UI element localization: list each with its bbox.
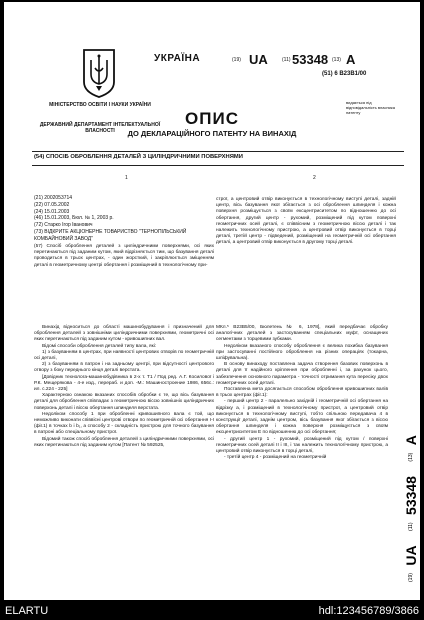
patent-page <box>4 2 420 600</box>
paragraph: МКл.⁵ B23B5/00, Бюлетень № 6, 1978], який передбачає обробку аналогічних деталей з застосуванням спеціальних муфт, оснащених сегментами з торцевими зубками. <box>216 325 388 343</box>
paragraph: Відомий також спосіб оброблення деталей з циліндричними поверхнями, осі яких перетинаються під заданим кутом [Патент № 592525, <box>34 436 214 448</box>
biblio-line: (21) 2002053714 <box>34 195 73 201</box>
abstract-text: (57) Спосіб оброблення деталей з циліндричними поверхнями, осі яких перетинаються під заданим кутом, який відрізняється тим, що базування деталі проводиться в трьох центрах, - один жорсткий, і закріплюється зміщенням деталі в геометричному центрі обертання і розміщений в технологічному при- <box>34 244 214 268</box>
side-number: 53348 <box>402 476 419 515</box>
paragraph: 1) з базуванням в центрах, при наявності центрових отворів по геометричній осі деталі, <box>34 349 214 362</box>
responsibility-note: видається під відповідальність власника патенту <box>346 100 395 115</box>
biblio-line: (72) Старко Ігор Іванович <box>34 222 93 229</box>
biblio-line: (46) 15.01.2003, Бюл. № 1, 2003 р. <box>34 215 114 222</box>
department-name: ДЕРЖАВНИЙ ДЕПАРТАМЕНТ ІНТЕЛЕКТУАЛЬНОЇ ВЛАСНОСТІ <box>39 122 161 134</box>
side-kind: A <box>402 435 419 446</box>
paragraph: Відомі способи оброблення деталей типу вала, які: <box>42 343 157 349</box>
repository-name: ELARTU <box>5 605 49 617</box>
column-number-right: 2 <box>313 175 316 181</box>
divider-top <box>32 151 404 152</box>
ipc-classification: (51) 6 B23B1/00 <box>322 71 367 77</box>
biblio-line: (73) ВІДКРИТЕ АКЦІОНЕРНЕ ТОВАРИСТВО "ТЕРНОПІЛЬСЬКИЙ КОМБАЙНОВИЙ ЗАВОД" <box>34 228 187 242</box>
handle-identifier[interactable]: hdl:123456789/3866 <box>318 605 419 617</box>
trident-coat-of-arms-icon <box>82 48 116 98</box>
side-code-13: (13) <box>407 452 414 462</box>
paragraph: Винахід відноситься до області машинобудування і призначений для оброблення деталей з зовнішніми циліндричними поверхнями, геометричні осі яких перетинаються під заданим кутом - кривошипних вал. <box>34 325 214 343</box>
document-kind: A <box>346 52 356 67</box>
paragraph: Недоліком вказаного способу оброблення є велика похибка базування при застосуванні постійного оброблення на різних операціях (токарна, шліфувальна). <box>216 343 388 362</box>
paragraph: В основу винаходу поставлена задача створення базових поверхонь в деталі для її надійного кріплення при обробленні і, за рахунок цього, забезпечення основного параметра - точності отримання кута пересіку двох геометричних осей деталі. <box>216 362 388 386</box>
invention-title: (54) СПОСІБ ОБРОБЛЕННЯ ДЕТАЛЕЙ З ЦИЛІНДРИЧНИМИ ПОВЕРХНЯМИ <box>34 154 243 160</box>
paragraph: - третій центр 4 - розміщений на геометричній <box>224 455 327 461</box>
ministry-name: МІНІСТЕРСТВО ОСВІТИ І НАУКИ УКРАЇНИ <box>49 102 151 108</box>
description-right-column <box>216 325 388 461</box>
side-patent-number <box>394 352 420 582</box>
paragraph: 2) з базуванням в патрон і на задньому центрі, при відсутності центрового отвору з боку переднього кінця деталі верстата. <box>34 362 214 374</box>
paragraph: - перший центр 2 - паралельно західній і геометричній осі обертання на відрізку а, і розміщений в технологічному пристрої, а центровий отвір виконується в технологічному виступі, тобто спільною передавача 4 в конструкції деталі, заднім центром, вісь базування якої збігається з віссю обертання шпинделя і кожна поверхня розміщується з своїм ексцентриситетом Е по відношенню до осі обертання; <box>216 399 388 436</box>
document-title: ОПИС <box>185 109 239 128</box>
code-19-label: (19) <box>232 57 241 63</box>
viewer-footer-bar <box>0 600 424 620</box>
side-code-19: (19) <box>407 573 414 582</box>
country-name: УКРАЇНА <box>154 53 201 64</box>
paragraph: - другий центр 1 - рухомий, розміщений під кутом / поверхні геометричних осей деталі ІІ і ІІІ, і так належить технологічному пристрою, а центровий отвір виконується в торці деталі, <box>216 436 388 455</box>
abstract-continuation: строї, а центровий отвір виконується в технологічному виступі деталі, задній центр, вісь базування якої збігається з осі оброблення шпинделя і кожна поверхня розміщується з своїм ексцентриситетом по відношенню до осі обертання, другий центр - рухомий, розміщений під кутом поверхні геометричних осей деталі, є співвісним з геометричною віссю деталі і так належить технологічному пристрою, а центровий отвір виконується в торці деталі, третій центр - підведений, розміщений на геометричній осі обертання деталі, а центровий отвір виконується в другому торці деталі. <box>216 197 396 246</box>
patent-number: 53348 <box>292 52 329 67</box>
paragraph: Поставлена мета досягається способом оброблення кривошипних валів в трьох центрах (фіг.1): <box>216 387 388 399</box>
description-left-column <box>34 325 214 449</box>
side-code-11: (11) <box>407 522 414 531</box>
divider-bottom <box>32 165 404 166</box>
biblio-line: (24) 15.01.2003 <box>34 208 70 215</box>
biblio-line: (22) 07.05.2002 <box>34 201 70 208</box>
code-11-label: (11) <box>282 57 291 63</box>
paragraph: Характерною ознакою вказаних способів обробки є те, що вісь базування деталі для оброблення співпадає з геометричною віссю зовнішніх циліндричних поверхонь деталі і віссю обертання шпинделя верстата. <box>34 393 214 411</box>
paragraph: Недоліком способу 1 при обробленні кривошипного вала є той, що неможливо виконати співвісні центрові отвори по геометричній осі обертання І-І (фіг.1) в точках b і b₁, а способу 2 - складність пристрою для точного базування в патроні або спеціальному пристрої. <box>34 411 214 436</box>
country-code: UA <box>249 52 268 67</box>
code-13-label: (13) <box>332 57 341 63</box>
paragraph: [Довідник технолога-машинобудівника в 2-х т. Т1 / Под ред. А.Г. Косилової і Р.К. Мещерякова - 4-е изд., перераб. и доп. -М.: Машиностроение 1986, 656с.: ил. с.224 - 225] <box>34 374 214 393</box>
bibliographic-data <box>34 195 214 243</box>
document-subtitle: ДО ДЕКЛАРАЦІЙНОГО ПАТЕНТУ НА ВИНАХІД <box>127 129 297 138</box>
column-number-left: 1 <box>125 175 128 181</box>
side-country-code: UA <box>402 545 419 566</box>
